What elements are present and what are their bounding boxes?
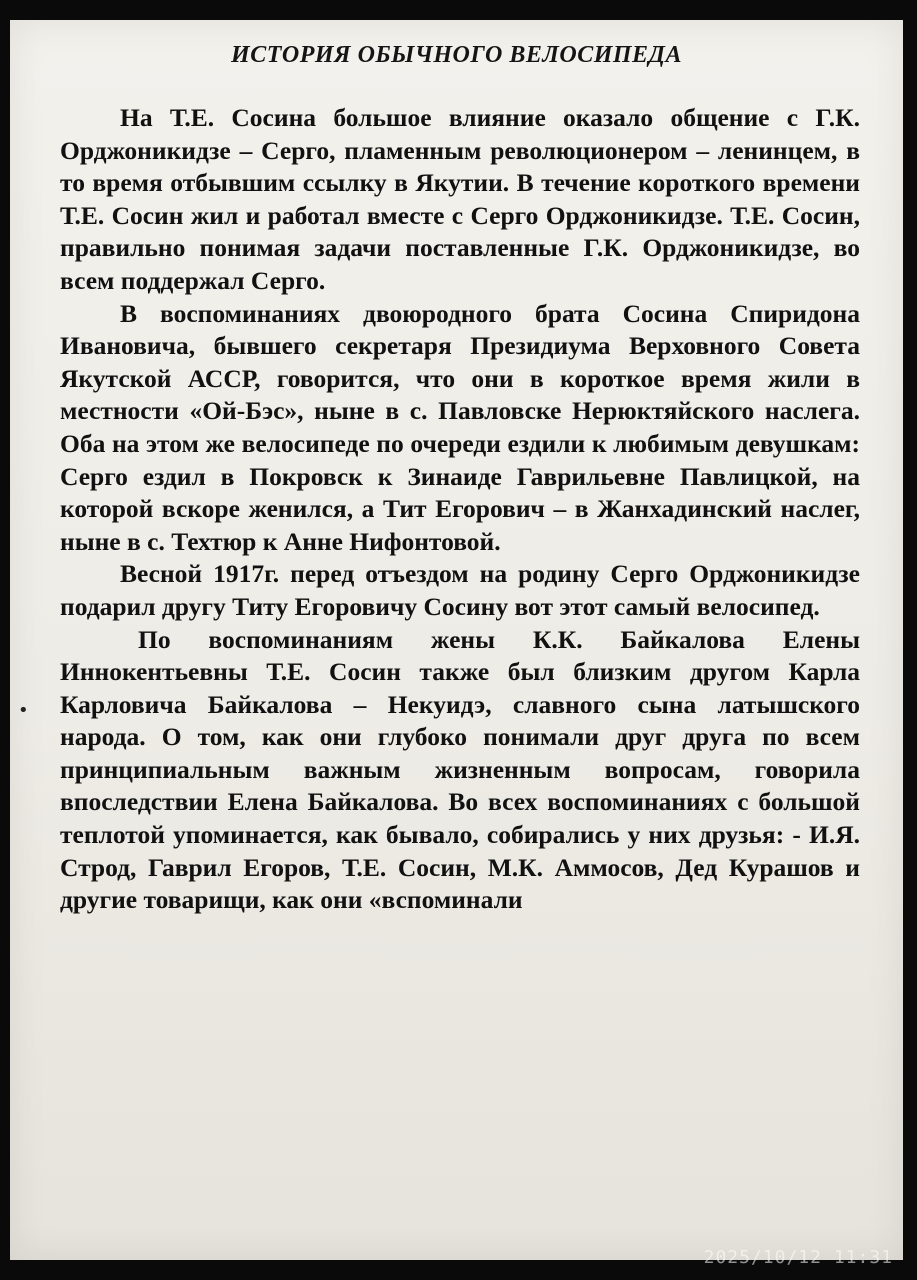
paragraph-1: На Т.Е. Сосина большое влияние оказало общение с Г.К. Орджоникидзе – Серго, пламенным революционером – ленинцем, в то время отбывшим ссылку в Якутии. В течение короткого времени Т.Е. Сосин жил и работал вместе с Серго Орджоникидзе. Т.Е. Сосин, правильно понимая задачи поставленные Г.К. Орджоникидзе, во всем поддержал Серго.	[60, 103, 860, 295]
page-title: ИСТОРИЯ ОБЫЧНОГО ВЕЛОСИПЕДА	[231, 42, 682, 68]
photo-timestamp: 2025/10/12 11:31	[703, 1247, 893, 1268]
document-page	[10, 20, 903, 1260]
paragraph-3: Весной 1917г. перед отъездом на родину Серго Орджоникидзе подарил другу Титу Егоровичу Сосину вот этот самый велосипед.	[60, 559, 860, 621]
paragraph-2: В воспоминаниях двоюродного брата Сосина Спиридона Ивановича, бывшего секретаря Президиума Верховного Совета Якутской АССР, говорится, что они в короткое время жили в местности «Ой-Бэс», ныне в с. Павловске Нерюктяйского наслега. Оба на этом же велосипеде по очереди ездили к любимым девушкам: Серго ездил в Покровск к Зинаиде Гаврильевне Павлицкой, на которой вскоре женился, а Тит Егорович – в Жанхадинский наслег, ныне в с. Техтюр к Анне Нифонтовой.	[60, 298, 860, 556]
paragraph-4: По воспоминаниям жены К.К. Байкалова Елены Иннокентьевны Т.Е. Сосин также был близким другом Карла Карловича Байкалова – Некуидэ, славного сына латышского народа. О том, как они глубоко понимали друг друга по всем принципиальным важным жизненным вопросам, говорила впоследствии Елена Байкалова. Во всех воспоминаниях с большой теплотой упоминается, как бывало, собирались у них друзья: - И.Я. Строд, Гаврил Егоров, Т.Е. Сосин, М.К. Аммосов, Дед Курашов и другие товарищи, как они «вспоминали	[60, 624, 860, 915]
bullet-mark: •	[18, 700, 29, 721]
document-body	[60, 102, 860, 917]
